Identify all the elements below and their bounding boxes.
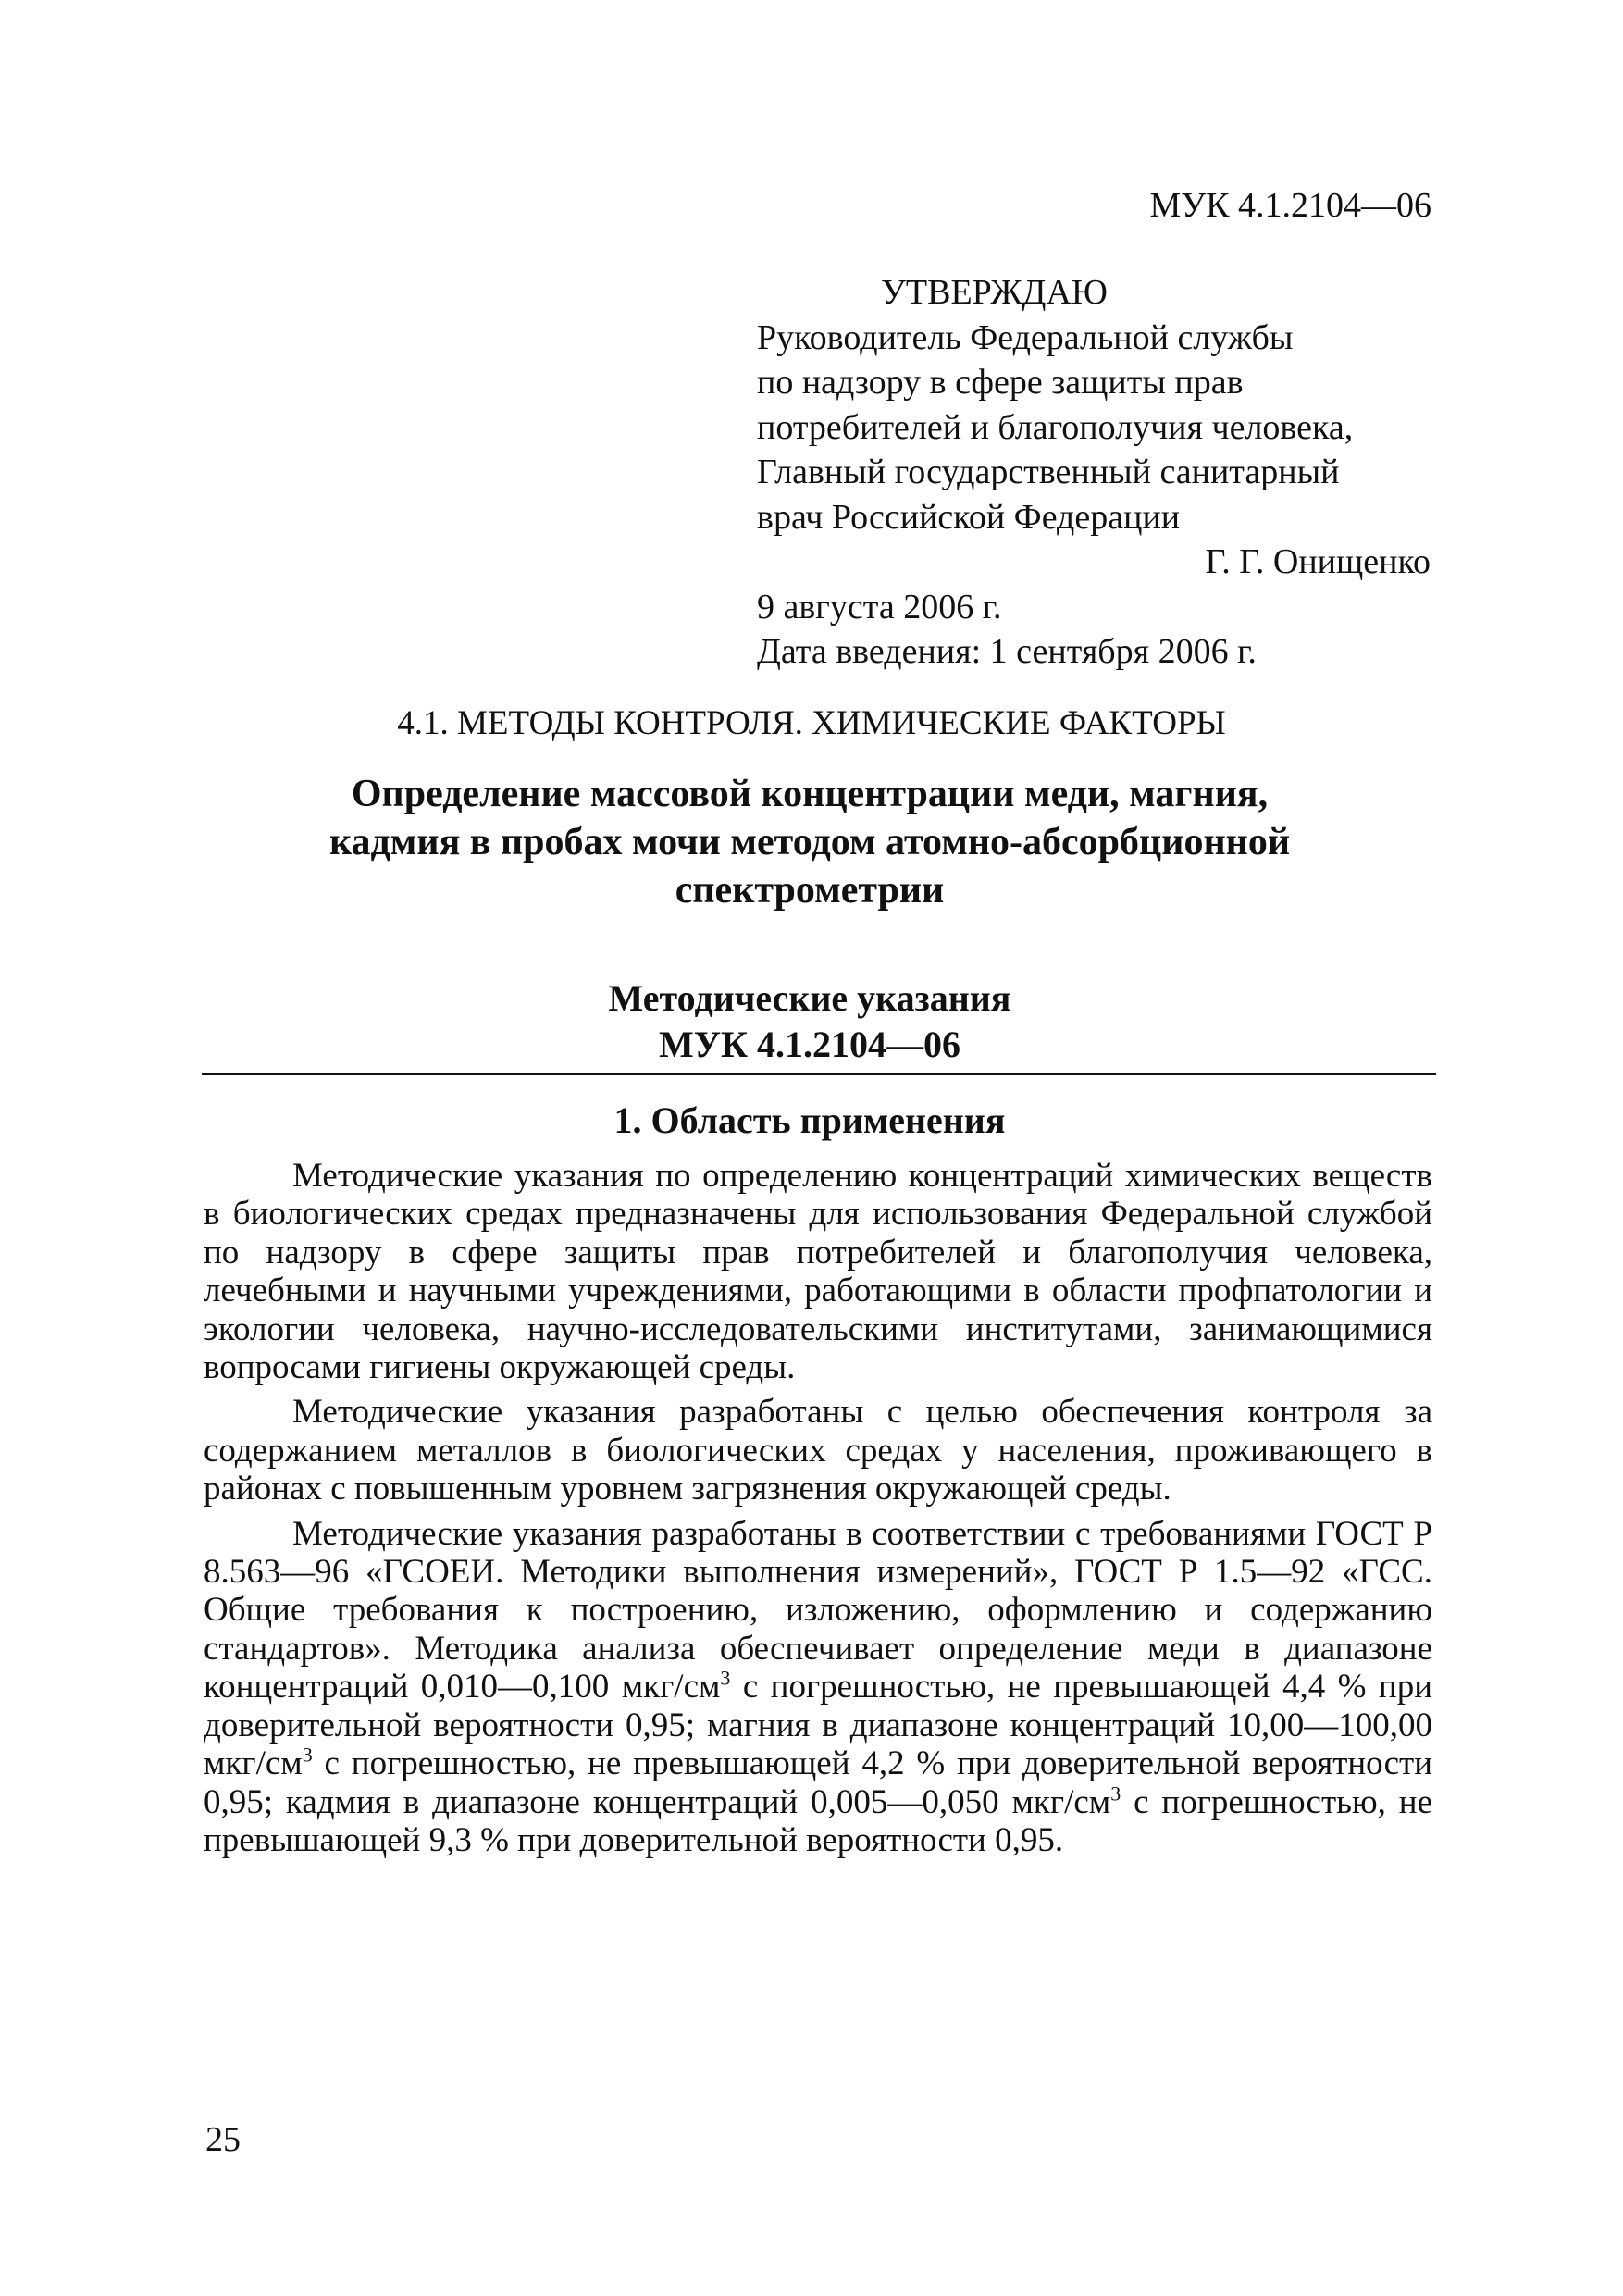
approver-position-line: потребителей и благополучия человека, — [757, 407, 1354, 447]
superscript: 3 — [720, 1666, 731, 1690]
page-number: 25 — [205, 2120, 241, 2159]
superscript: 3 — [302, 1743, 313, 1767]
superscript: 3 — [1110, 1781, 1121, 1806]
document-subtitle — [185, 975, 1434, 1068]
subtitle-line: МУК 4.1.2104—06 — [658, 1024, 961, 1065]
approver-position-line: Главный государственный санитарный — [757, 453, 1340, 491]
paragraph: Методические указания разработаны с целью обеспечения контроля за содержанием металлов в биологических средах у населения, проживающего в районах с повышенным уровнем загрязнения окружающей среды. — [204, 1393, 1432, 1508]
approver-position-line: Руководитель Федеральной службы — [757, 317, 1294, 357]
subtitle-line: Методические указания — [608, 977, 1011, 1019]
section-heading: 1. Область применения — [613, 1099, 1006, 1141]
title-line: кадмия в пробах мочи методом атомно-абсорбционной — [328, 821, 1291, 863]
horizontal-rule — [202, 1073, 1436, 1075]
approver-position-line: врач Российской Федерации — [757, 497, 1181, 537]
approval-heading: УТВЕРЖДАЮ — [881, 273, 1108, 312]
approver-name: Г. Г. Онищенко — [1205, 542, 1431, 581]
paragraph — [204, 1515, 1432, 1860]
paragraph-text: с погрешностью, не превышающей 4,4 % при доверительной вероятности 0,95; магния в диапазоне концентраций 10,00—100,00 мкг/см — [204, 1668, 1432, 1783]
document-title — [185, 770, 1434, 914]
document-code: МУК 4.1.2104—06 — [1149, 186, 1431, 225]
approval-date: 9 августа 2006 г. — [757, 587, 1002, 627]
section-group-heading: 4.1. МЕТОДЫ КОНТРОЛЯ. ХИМИЧЕСКИЕ ФАКТОРЫ — [397, 704, 1226, 742]
paragraph-text: с погрешностью, не превышающей 9,3 % при доверительной вероятности 0,95. — [204, 1782, 1432, 1859]
paragraph-text: с погрешностью, не превышающей 4,2 % при доверительной вероятности 0,95; кадмия в диапазоне концентраций 0,005—0,050 мкг/см — [204, 1744, 1432, 1821]
paragraph: Методические указания по определению концентраций химических веществ в биологических средах предназначены для использования Федеральной службой по надзору в сфере защиты прав потребителей и благополучия человека, лечебными и научными учреждениями, работающими в области профпатологии и экологии человека, научно-исследовательскими институтами, занимающимися вопросами гигиены окружающей среды. — [204, 1157, 1432, 1387]
title-line: спектрометрии — [675, 869, 945, 912]
paragraph-text: Методические указания разработаны в соответствии с требованиями ГОСТ Р 8.563—96 «ГСОЕИ. Методики выполнения измерений», ГОСТ Р 1.5—92 «ГСС. Общие требования к построению, изложению, оформлению и содержанию стандартов». Методика анализа обеспечивает определение меди в диапазоне концентраций 0,010—0,100 мкг/см — [204, 1514, 1432, 1706]
body-text — [204, 1157, 1432, 1866]
approver-position-line: по надзору в сфере защиты прав — [757, 363, 1244, 402]
effective-date: Дата введения: 1 сентября 2006 г. — [757, 632, 1257, 671]
title-line: Определение массовой концентрации меди, магния, — [351, 773, 1269, 815]
approval-block — [757, 270, 1431, 675]
